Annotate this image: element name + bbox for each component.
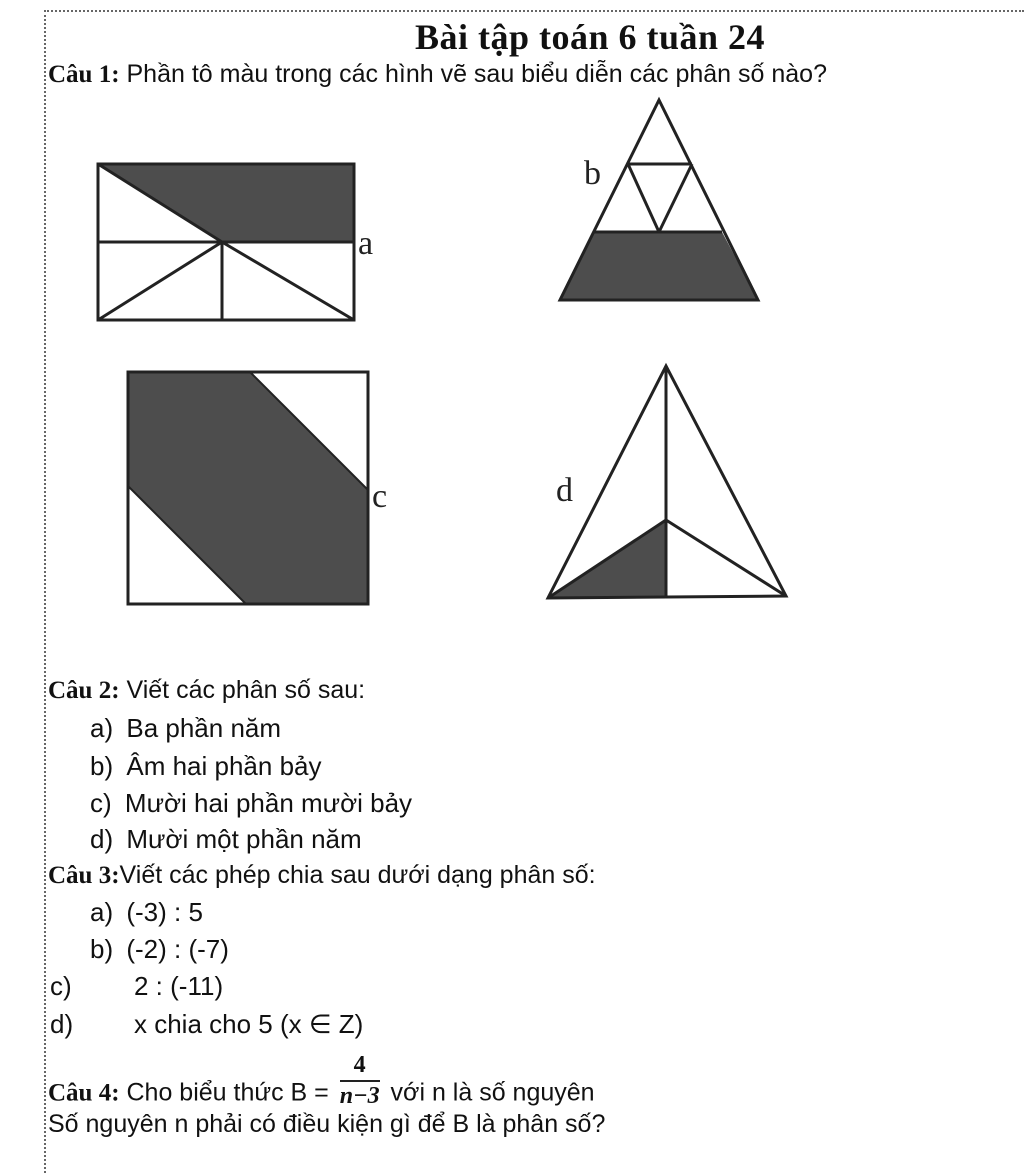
list-item: b) Âm hai phần bảy xyxy=(90,751,322,781)
list-item: c) Mười hai phần mười bảy xyxy=(90,788,413,818)
figure-b xyxy=(556,96,766,306)
fraction-numerator: 4 xyxy=(340,1050,380,1082)
fraction xyxy=(340,1050,380,1110)
question-4-text-after: với n là số nguyên xyxy=(383,1078,595,1107)
list-item: a) (-3) : 5 xyxy=(90,897,203,927)
question-1-label: Câu 1: xyxy=(48,61,120,88)
list-item: c) 2 : (-11) xyxy=(50,971,224,1001)
list-item: a) Ba phần năm xyxy=(90,713,282,743)
question-2-label: Câu 2: xyxy=(48,677,120,704)
question-3 xyxy=(48,861,596,890)
page-border-left xyxy=(44,10,46,1173)
fraction-denominator: n−3 xyxy=(339,1083,380,1109)
list-item: d) x chia cho 5 (x ∈ Z) xyxy=(50,1009,364,1039)
page-title: Bài tập toán 6 tuần 24 xyxy=(414,17,766,57)
question-3-text: Viết các phép chia sau dưới dạng phân số: xyxy=(119,861,596,889)
question-3-label: Câu 3: xyxy=(48,862,120,889)
question-1-text: Phần tô màu trong các hình vẽ sau biểu diễn các phân số nào? xyxy=(119,60,827,88)
figure-d-label: d xyxy=(556,472,573,509)
figure-c xyxy=(122,366,372,608)
question-4-label: Câu 4: xyxy=(48,1079,120,1107)
figure-b-label: b xyxy=(584,155,601,192)
list-item: d) Mười một phần năm xyxy=(90,824,362,854)
figure-d xyxy=(540,360,792,604)
question-2 xyxy=(48,676,365,705)
question-1 xyxy=(48,60,827,89)
question-4-line-2: Số nguyên n phải có điều kiện gì để B là phân số? xyxy=(48,1110,606,1138)
question-4-text: Cho biểu thức B = xyxy=(119,1078,336,1107)
question-2-text: Viết các phân số sau: xyxy=(119,676,366,704)
figure-a-label: a xyxy=(358,225,374,262)
page-border-top xyxy=(44,10,1024,12)
figure-c-label: c xyxy=(372,478,388,515)
list-item: b) (-2) : (-7) xyxy=(90,934,229,964)
figure-a xyxy=(94,158,358,326)
